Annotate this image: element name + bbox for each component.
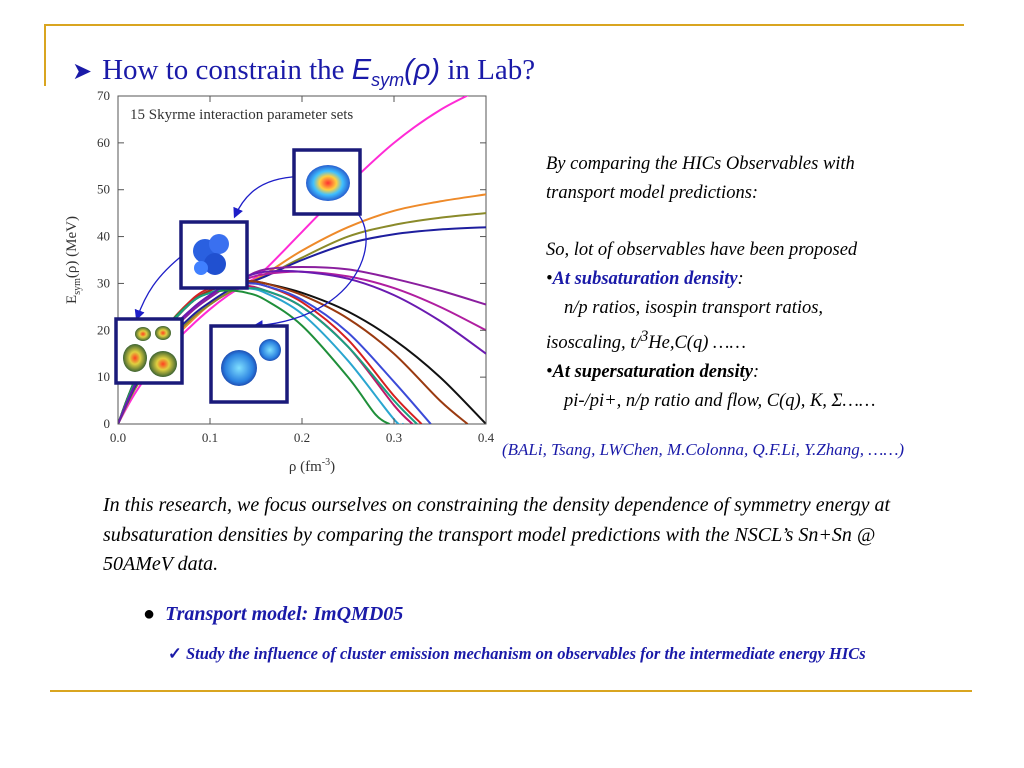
- study-subbullet-text: Study the influence of cluster emission mechanism on observables for the intermediate energy HICs: [185, 644, 866, 663]
- supersat-line-1: pi-/pi+, n/p ratio and flow, C(q), K, Σ……: [564, 390, 876, 411]
- observables-text: [546, 150, 996, 415]
- subsat-line-2-sup: 3: [640, 327, 649, 345]
- y-tick-label: 0: [103, 416, 110, 431]
- x-tick-label: 0.4: [477, 430, 495, 445]
- supersat-label: At supersaturation density: [552, 361, 753, 382]
- supersat-heading: [546, 358, 996, 387]
- model-bullet: [143, 603, 403, 626]
- intro-line-3: So, lot of observables have been proposed: [546, 240, 858, 261]
- arrow-bullet-icon: ➤: [72, 59, 93, 85]
- research-paragraph: In this research, we focus ourselves on constraining the density dependence of symmetry energy at subsaturation densities by comparing the transport model predictions with the NSCL’s Sn+Sn @ 50AMeV data.: [103, 494, 891, 575]
- x-axis-label-sup: -3: [321, 457, 331, 468]
- title-sym-main: E: [351, 54, 372, 86]
- inset-snapshot-right: [211, 326, 287, 402]
- y-tick-label: 40: [97, 228, 110, 244]
- study-subbullet: [168, 643, 888, 665]
- subsat-line-2-post: He,C(q) ……: [648, 332, 746, 353]
- x-axis-label-end: ): [330, 459, 336, 475]
- x-tick-label: 0.0: [109, 430, 127, 445]
- x-axis-label-main: ρ (fm: [288, 459, 322, 475]
- bottom-divider: [50, 690, 972, 692]
- y-tick-label: 30: [97, 275, 110, 291]
- y-tick-label: 50: [97, 181, 110, 197]
- title-sym-sub: sym: [371, 69, 405, 90]
- bullet-dot-icon: ●: [143, 603, 156, 625]
- title-symbol: [351, 54, 441, 90]
- left-divider: [44, 24, 46, 86]
- subsat-line-1: n/p ratios, isospin transport ratios,: [564, 297, 824, 318]
- x-axis-label: [289, 457, 335, 475]
- subsat-colon: :: [737, 269, 744, 290]
- y-axis-label-sub: sym: [72, 278, 83, 295]
- model-bullet-text: Transport model: ImQMD05: [165, 603, 404, 625]
- supersat-colon: :: [752, 361, 760, 382]
- checkmark-icon: ✓: [168, 644, 182, 663]
- x-tick-label: 0.3: [385, 430, 403, 445]
- subsat-line-2-pre: isoscaling, t/: [546, 332, 641, 353]
- esym-chart: [55, 86, 495, 486]
- title-post: in Lab?: [440, 54, 536, 86]
- chart-title: 15 Skyrme interaction parameter sets: [130, 107, 354, 123]
- y-tick-label: 70: [97, 88, 110, 103]
- subsat-heading: [546, 265, 996, 294]
- spacer: [546, 208, 996, 237]
- y-axis-label: [64, 216, 83, 304]
- y-tick-label: 60: [97, 134, 110, 150]
- y-axis-label-end: (ρ) (MeV): [64, 216, 80, 279]
- subsat-bullet: •: [546, 269, 553, 290]
- title-sym-arg: (ρ): [404, 54, 441, 86]
- x-tick-label: 0.2: [293, 430, 311, 445]
- supersat-bullet: •: [546, 361, 553, 382]
- y-tick-label: 10: [97, 369, 110, 385]
- references: (BALi, Tsang, LWChen, M.Colonna, Q.F.Li, Y.Zhang, ……): [502, 440, 905, 459]
- inset-snapshot-mid: [181, 222, 247, 288]
- inset-snapshot-left: [116, 319, 182, 383]
- intro-line-1: By comparing the HICs Observables with: [546, 154, 855, 174]
- title-pre: How to constrain the: [102, 54, 352, 86]
- y-tick-label: 20: [97, 322, 110, 338]
- intro-line-2: transport model predictions:: [546, 182, 759, 203]
- top-divider: [44, 24, 964, 26]
- inset-snapshot-top: [294, 150, 360, 214]
- y-axis-label-main: E: [64, 294, 80, 304]
- x-tick-label: 0.1: [201, 430, 219, 445]
- subsat-label: At subsaturation density: [552, 269, 738, 290]
- subsat-line-2: [546, 323, 996, 358]
